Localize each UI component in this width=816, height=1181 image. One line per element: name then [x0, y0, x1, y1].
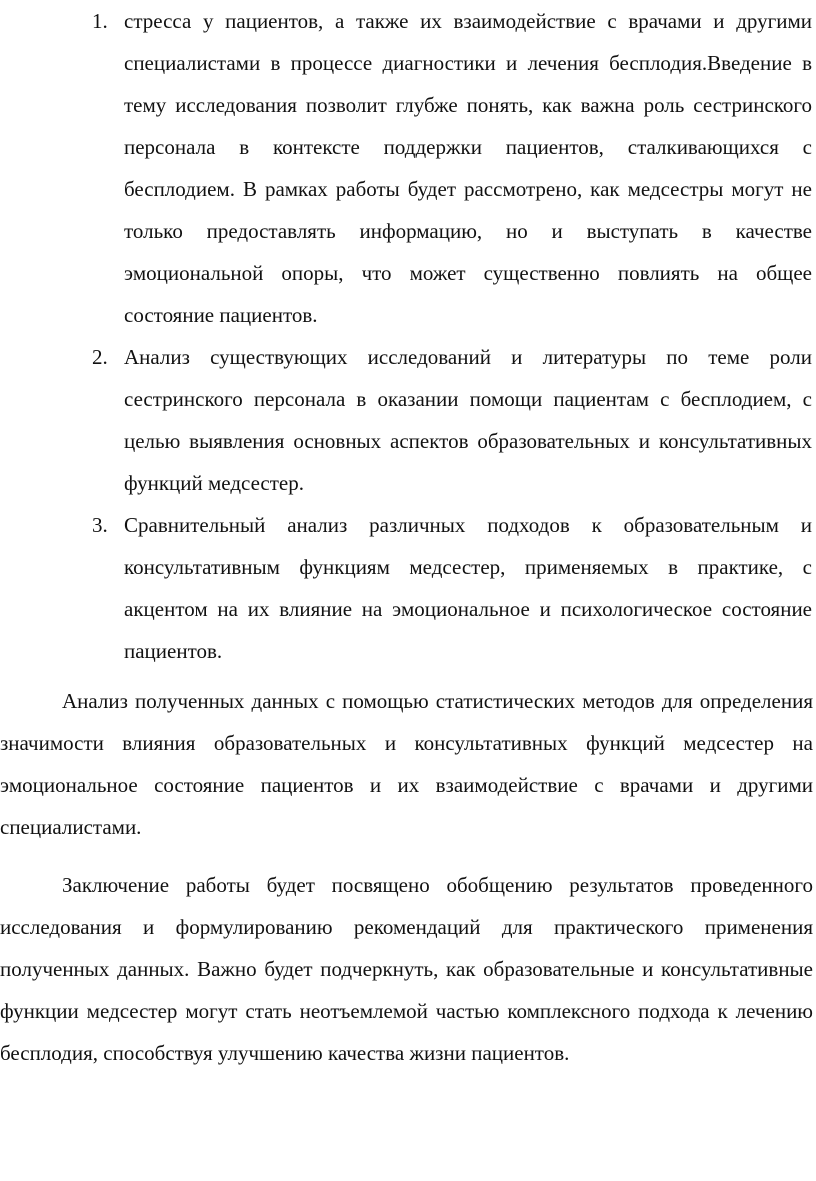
- list-item-number: 1.: [92, 9, 108, 33]
- body-paragraph: Анализ полученных данных с помощью статистических методов для определения значимости влияния образовательных и консультативных функций медсестер на эмоциональное состояние пациентов и их взаимодействие с врачами и другими специалистами.: [0, 689, 813, 839]
- list-item: [0, 0, 816, 336]
- list-item-text: Анализ существующих исследований и литературы по теме роли сестринского персонала в оказании помощи пациентам с бесплодием, с целью выявления основных аспектов образовательных и консультативных функций медсестер.: [124, 345, 812, 495]
- body-paragraph: Заключение работы будет посвящено обобщению результатов проведенного исследования и формулированию рекомендаций для практического применения полученных данных. Важно будет подчеркнуть, как образовательные и консультативные функции медсестер могут стать неотъемлемой частью комплексного подхода к лечению бесплодия, способствуя улучшению качества жизни пациентов.: [0, 873, 813, 1065]
- list-item-number: 3.: [92, 513, 108, 537]
- list-item-text: Сравнительный анализ различных подходов к образовательным и консультативным функциям медсестер, применяемых в практике, с акцентом на их влияние на эмоциональное и психологическое состояние пациентов.: [124, 513, 812, 663]
- list-item-number: 2.: [92, 345, 108, 369]
- list-item: [0, 504, 816, 672]
- list-item: [0, 336, 816, 504]
- list-item-text: стресса у пациентов, а также их взаимодействие с врачами и другими специалистами в процессе диагностики и лечения бесплодия.Введение в тему исследования позволит глубже понять, как важна роль сестринского персонала в контексте поддержки пациентов, сталкивающихся с бесплодием. В рамках работы будет рассмотрено, как медсестры могут не только предоставлять информацию, но и выступать в качестве эмоциональной опоры, что может существенно повлиять на общее состояние пациентов.: [124, 9, 812, 327]
